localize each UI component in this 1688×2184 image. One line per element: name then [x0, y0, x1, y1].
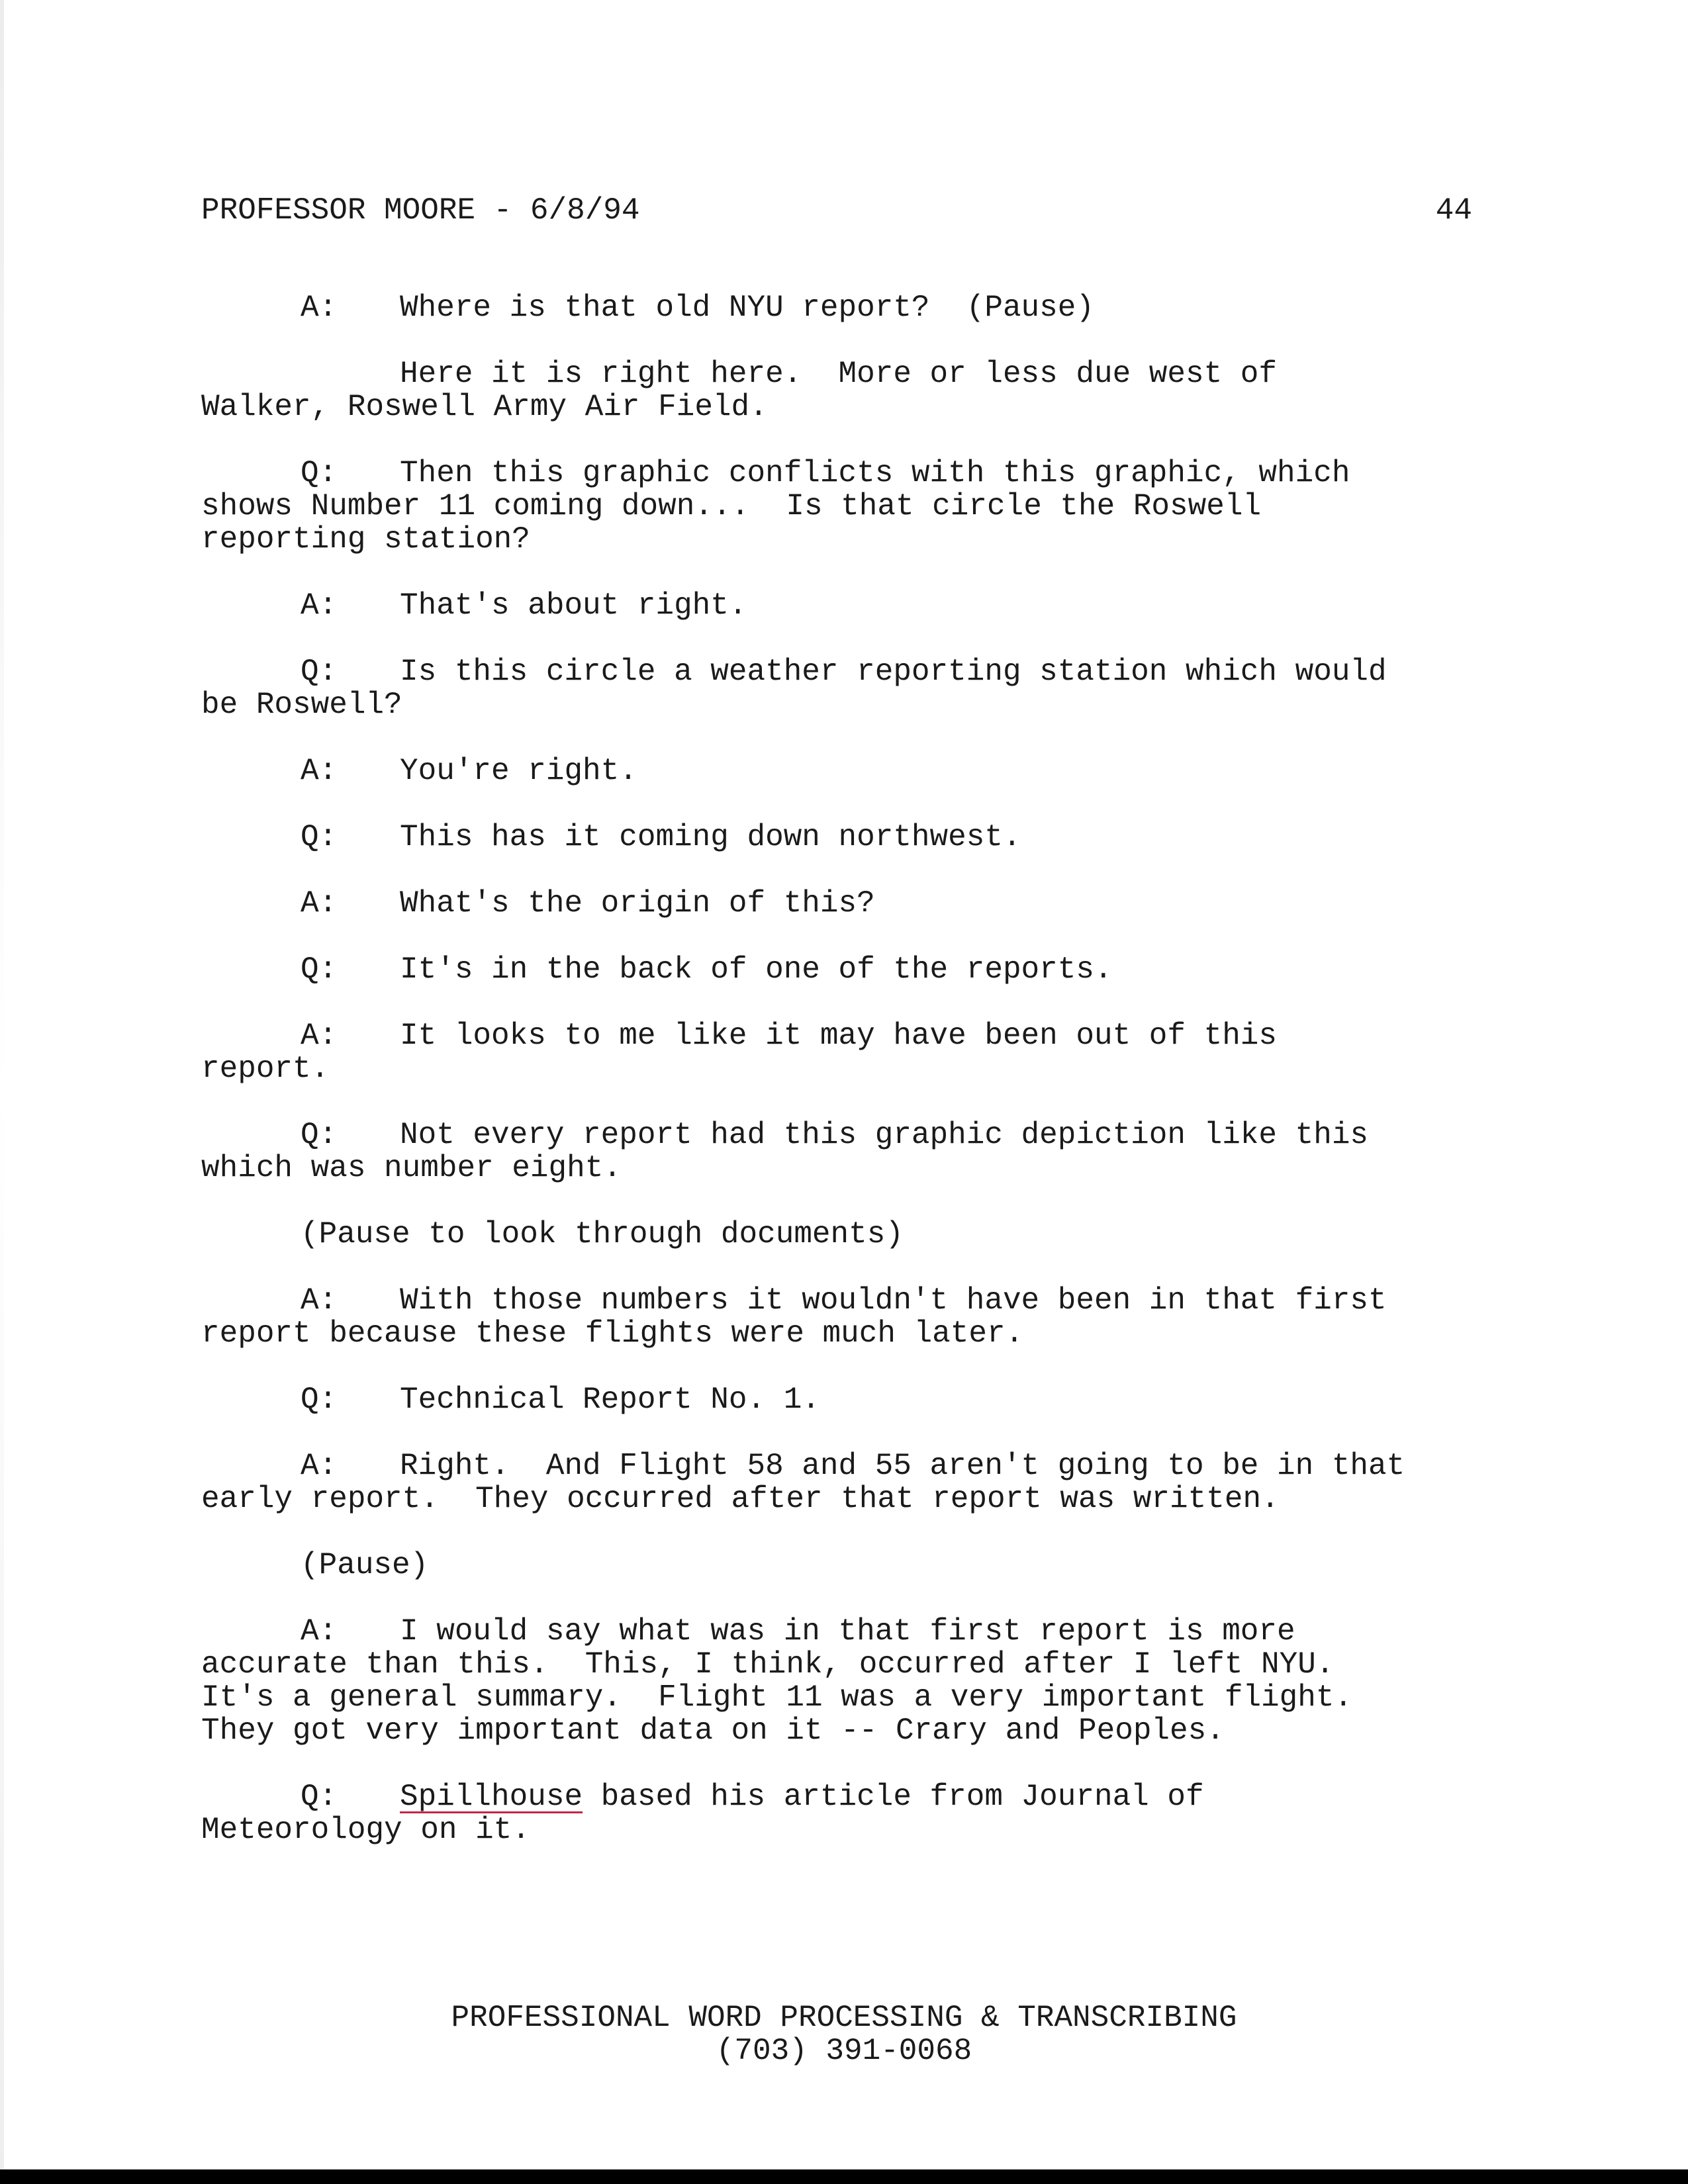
- transcript-paragraph: [201, 1284, 1512, 1350]
- utterance-text: It looks to me like it may have been out of this: [400, 1019, 1278, 1053]
- speaker-label: A:: [301, 588, 338, 623]
- transcript-paragraph: [201, 291, 1512, 324]
- first-line: [201, 457, 1512, 490]
- utterance-text: That's about right.: [400, 588, 747, 623]
- first-line: [201, 1118, 1512, 1152]
- utterance-text: You're right.: [400, 754, 637, 788]
- first-line: [201, 1449, 1512, 1482]
- first-line: [201, 655, 1512, 688]
- transcript-paragraph: [201, 655, 1512, 721]
- speaker-label: A:: [301, 1614, 338, 1649]
- utterance-text: It's in the back of one of the reports.: [400, 952, 1113, 987]
- spellcheck-underlined-word: Spillhouse: [400, 1780, 583, 1814]
- continuation-line: They got very important data on it -- Crary and Peoples.: [201, 1713, 1225, 1748]
- continuation-line: Meteorology on it.: [201, 1813, 530, 1847]
- first-line: [201, 1615, 1512, 1648]
- speaker-label: A:: [301, 886, 338, 921]
- utterance-text: What's the origin of this?: [400, 886, 875, 921]
- stage-direction: (Pause): [301, 1548, 429, 1582]
- page-number: 44: [1435, 193, 1472, 228]
- first-line: [201, 953, 1512, 986]
- transcript-paragraph: [201, 357, 1512, 424]
- speaker-label: A:: [301, 1449, 338, 1483]
- utterance-text: Then this graphic conflicts with this graphic, which: [400, 456, 1350, 490]
- continuation-line: It's a general summary. Flight 11 was a very important flight.: [201, 1680, 1353, 1715]
- utterance-text: With those numbers it wouldn't have been in that first: [400, 1283, 1387, 1318]
- scan-margin: [0, 0, 4, 2184]
- continuation-line: early report. They occurred after that report was written.: [201, 1482, 1280, 1516]
- speaker-label: Q:: [301, 1383, 338, 1417]
- stage-direction: (Pause to look through documents): [301, 1217, 904, 1251]
- footer-company: PROFESSIONAL WORD PROCESSING & TRANSCRIBING: [451, 2001, 1237, 2035]
- speaker-label: Q:: [301, 456, 338, 490]
- transcript-paragraph: [201, 754, 1512, 788]
- transcript-paragraph: [201, 821, 1512, 854]
- transcript-paragraph: [201, 1383, 1512, 1416]
- utterance-text: Here it is right here. More or less due west of: [400, 357, 1278, 391]
- utterance-text: This has it coming down northwest.: [400, 820, 1021, 854]
- footer-phone: (703) 391-0068: [716, 2034, 972, 2068]
- speaker-label: A:: [301, 291, 338, 325]
- transcript-paragraph: [201, 1019, 1512, 1085]
- transcript-paragraph: [201, 457, 1512, 556]
- speaker-label: Q:: [301, 1118, 338, 1152]
- transcript-paragraph: [201, 1780, 1512, 1846]
- continuation-line: reporting station?: [201, 522, 530, 557]
- utterance-text: I would say what was in that first report is more: [400, 1614, 1295, 1649]
- first-line: [201, 1383, 1512, 1416]
- continuation-line: report because these flights were much later.: [201, 1316, 1024, 1351]
- page-footer: [0, 2001, 1688, 2068]
- continuation-line: shows Number 11 coming down... Is that circle the Roswell: [201, 489, 1262, 523]
- transcript-body: [201, 291, 1512, 1880]
- transcript-paragraph: [201, 953, 1512, 986]
- utterance-text: based his article from Journal of: [583, 1780, 1204, 1814]
- speaker-label: Q:: [301, 820, 338, 854]
- transcript-paragraph: [201, 1449, 1512, 1516]
- continuation-line: accurate than this. This, I think, occurred after I left NYU.: [201, 1647, 1335, 1682]
- header-title: PROFESSOR MOORE - 6/8/94: [201, 193, 640, 228]
- continuation-line: report.: [201, 1052, 330, 1086]
- speaker-label: A:: [301, 754, 338, 788]
- transcript-paragraph: [201, 1218, 1512, 1251]
- transcript-paragraph: [201, 1118, 1512, 1185]
- first-line: [201, 887, 1512, 920]
- speaker-label: Q:: [301, 655, 338, 689]
- transcript-paragraph: [201, 589, 1512, 622]
- first-line: [201, 357, 1512, 390]
- speaker-label: Q:: [301, 1780, 338, 1814]
- utterance-text: Not every report had this graphic depiction like this: [400, 1118, 1369, 1152]
- first-line: [201, 589, 1512, 622]
- utterance-text: Where is that old NYU report? (Pause): [400, 291, 1094, 325]
- utterance-text: Technical Report No. 1.: [400, 1383, 820, 1417]
- utterance-text: Right. And Flight 58 and 55 aren't going to be in that: [400, 1449, 1405, 1483]
- first-line: [201, 1284, 1512, 1317]
- transcript-paragraph: [201, 887, 1512, 920]
- continuation-line: Walker, Roswell Army Air Field.: [201, 390, 768, 424]
- transcript-paragraph: [201, 1615, 1512, 1747]
- first-line: [201, 821, 1512, 854]
- continuation-line: which was number eight.: [201, 1151, 622, 1185]
- first-line: [201, 291, 1512, 324]
- first-line: [201, 1019, 1512, 1052]
- speaker-label: A:: [301, 1283, 338, 1318]
- first-line: [201, 754, 1512, 788]
- first-line: [201, 1780, 1512, 1813]
- scan-bottom-edge: [0, 2169, 1688, 2184]
- continuation-line: be Roswell?: [201, 688, 402, 722]
- transcript-paragraph: [201, 1549, 1512, 1582]
- utterance-text: Is this circle a weather reporting station which would: [400, 655, 1387, 689]
- speaker-label: A:: [301, 1019, 338, 1053]
- speaker-label: Q:: [301, 952, 338, 987]
